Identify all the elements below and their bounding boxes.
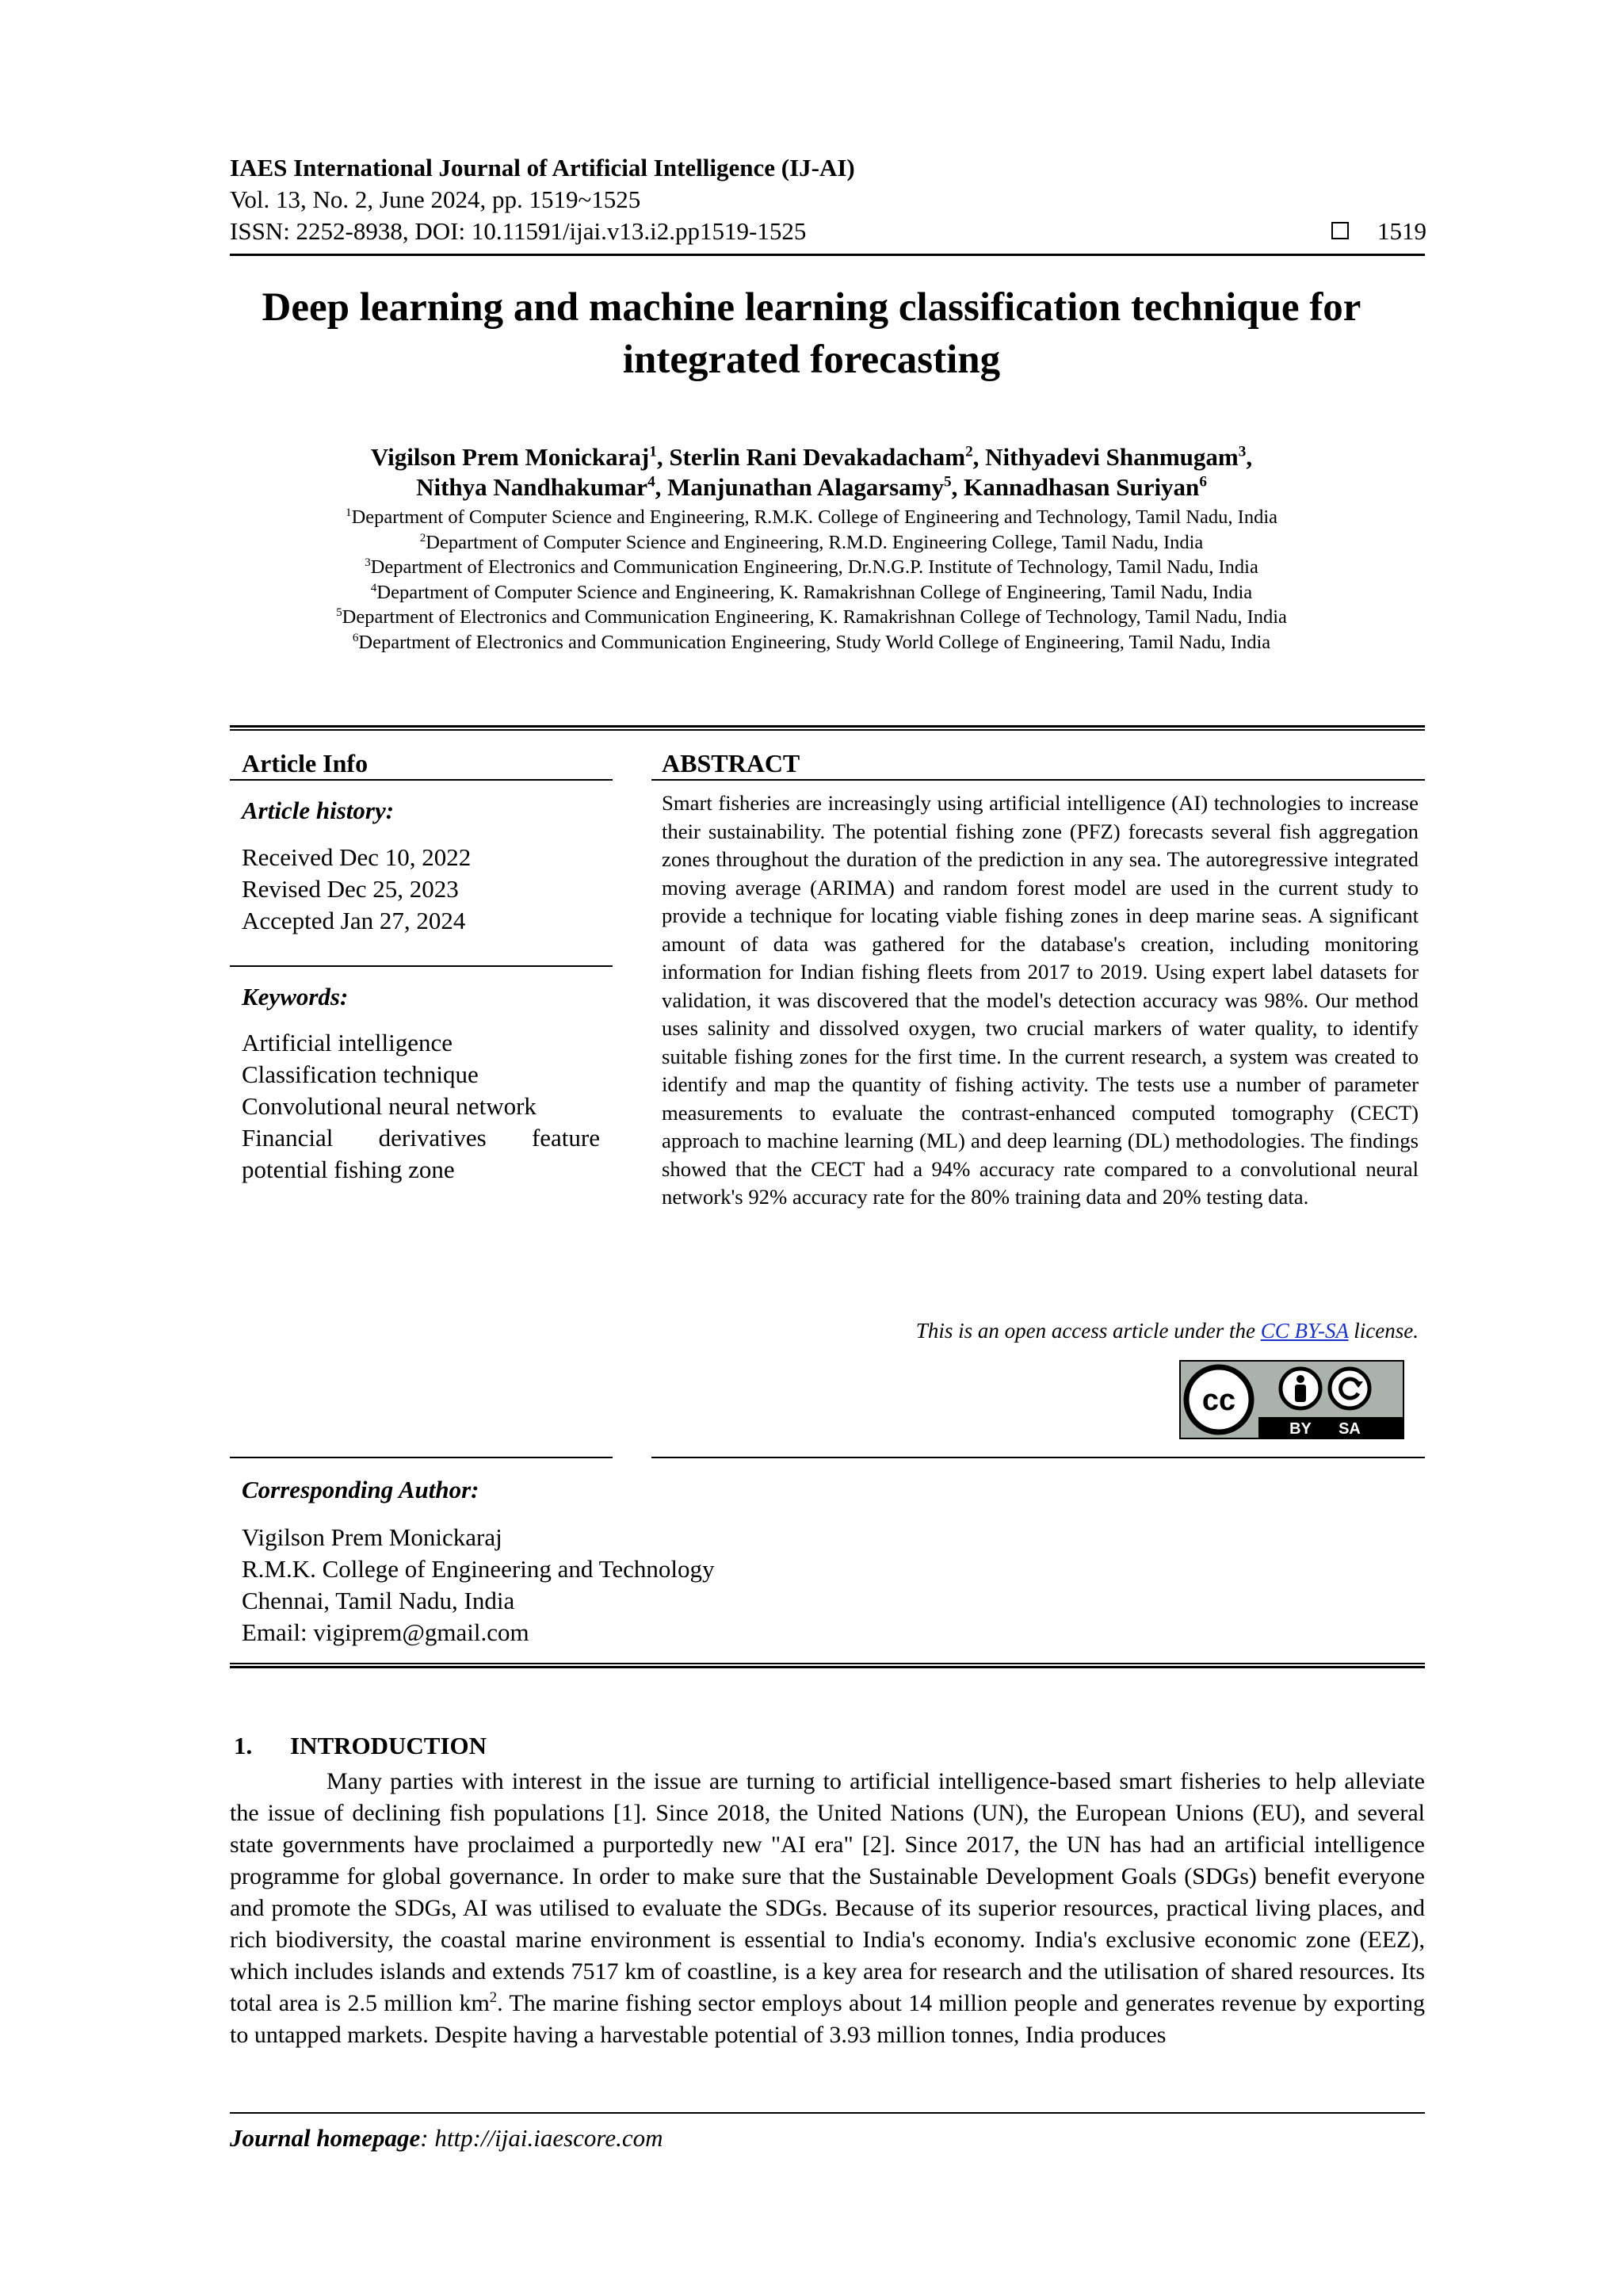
- journal-name: IAES International Journal of Artificial Intelligence (IJ-AI): [230, 154, 855, 181]
- article-info-heading: Article Info: [242, 749, 369, 777]
- keyword-item: Financial derivatives feature: [242, 1124, 600, 1152]
- affiliation: $^4$Department of Computer Science and Engineering, K. Ramakrishnan College of Engineering, Tamil Nadu, India: [370, 580, 1253, 603]
- footer-rule: [230, 2112, 1425, 2114]
- page-number: 1519: [1377, 217, 1426, 245]
- svg-text:BY: BY: [1289, 1420, 1312, 1438]
- keywords-rule: [230, 965, 613, 967]
- corresponding-institution: R.M.K. College of Engineering and Technology: [242, 1555, 715, 1583]
- author-1: Vigilson Prem Monickaraj: [370, 443, 650, 471]
- paper-title: [198, 281, 1425, 386]
- affiliation: $^6$Department of Electronics and Communication Engineering, Study World College of Engineering, Tamil Nadu, India: [352, 630, 1271, 653]
- author-5: Manjunathan Alagarsamy: [667, 473, 944, 501]
- open-access-notice: This is an open access article under the CC BY-SA license.: [915, 1319, 1419, 1343]
- affiliation: $^5$Department of Electronics and Communication Engineering, K. Ramakrishnan College of Technology, Tamil Nadu, India: [336, 605, 1287, 628]
- affiliation-list: [198, 505, 1425, 655]
- article-info-rule: [230, 779, 613, 781]
- author-3: Nithyadevi Shanmugam: [985, 443, 1239, 471]
- abstract-rule: [651, 779, 1425, 781]
- introduction-heading: INTRODUCTION: [290, 1732, 487, 1759]
- affiliation: $^2$Department of Computer Science and Engineering, R.M.D. Engineering College, Tamil Nadu, India: [419, 530, 1204, 553]
- right-column-bottom-rule: [651, 1457, 1425, 1458]
- author-list: Vigilson Prem Monickaraj$^1$, Sterlin Rani Devakadacham$^2$, Nithyadevi Shanmugam$^3$, Nithya Nandhakumar$^4$, Manjunathan Alagarsamy$^5$, Kannadhasan Suriyan$^6$: [370, 443, 1253, 501]
- abstract-heading: ABSTRACT: [662, 749, 800, 777]
- title-line-2: integrated forecasting: [622, 338, 1001, 382]
- volume-info: Vol. 13, No. 2, June 2024, pp. 1519~1525: [230, 185, 641, 213]
- journal-homepage[interactable]: Journal homepage: http://ijai.iaescore.com: [230, 2124, 663, 2152]
- checkbox-square-icon: [1331, 222, 1349, 239]
- corresponding-name: Vigilson Prem Monickaraj: [242, 1523, 502, 1551]
- cc-by-sa-link[interactable]: CC BY-SA: [1260, 1319, 1349, 1343]
- accepted-date: Accepted Jan 27, 2024: [242, 907, 466, 934]
- info-box-top-rule: [230, 725, 1425, 728]
- info-box-bottom-rule: [230, 1666, 1425, 1668]
- revised-date: Revised Dec 25, 2023: [242, 875, 459, 903]
- header-rule: [230, 254, 1425, 256]
- keyword-item: Artificial intelligence: [242, 1029, 453, 1056]
- received-date: Received Dec 10, 2022: [242, 843, 472, 871]
- info-box-top-rule-inner: [230, 729, 1425, 731]
- author-6: Kannadhasan Suriyan: [964, 473, 1200, 501]
- introduction-number: 1.: [234, 1732, 253, 1759]
- corresponding-email[interactable]: Email: vigiprem@gmail.com: [242, 1618, 529, 1646]
- issn-doi: ISSN: 2252-8938, DOI: 10.11591/ijai.v13.i2.pp1519-1525: [230, 217, 807, 245]
- author-4: Nithya Nandhakumar: [416, 473, 648, 501]
- author-2: Sterlin Rani Devakadacham: [669, 443, 966, 471]
- corresponding-location: Chennai, Tamil Nadu, India: [242, 1587, 515, 1614]
- svg-text:cc: cc: [1201, 1384, 1236, 1417]
- affiliation: $^1$Department of Computer Science and Engineering, R.M.K. College of Engineering and Technology, Tamil Nadu, India: [345, 505, 1277, 528]
- info-box-bottom-rule-inner: [230, 1663, 1425, 1664]
- article-history-heading: Article history:: [242, 797, 395, 824]
- abstract-body: Smart fisheries are increasingly using artificial intelligence (AI) technologies to increase their sustainability. The potential fishing zone (PFZ) forecasts several fish aggregation zones throughout the duration of the prediction in any sea. The autoregressive integrated moving average (ARIMA) and random forest model are used in the current study to provide a technique for locating viable fishing zones in deep marine seas. A significant amount of data was gathered for the database's creation, including monitoring information for Indian fishing fleets from 2017 to 2019. Using expert label datasets for validation, it was discovered that the model's detection accuracy was 98%. Our method uses salinity and dissolved oxygen, two crucial markers of water quality, to identify suitable fishing zones for the first time. In the current research, a system was created to identify and map the quantity of fishing activity. The tests use a number of parameter measurements to evaluate the contrast-enhanced computed tomography (CECT) approach to machine learning (ML) and deep learning (DL) methodologies. The findings showed that the CECT had a 94% accuracy rate compared to a convolutional neural network's 92% accuracy rate for the 80% training data and 20% testing data.: [662, 791, 1419, 1209]
- keyword-item: Convolutional neural network: [242, 1092, 537, 1120]
- keyword-item: potential fishing zone: [242, 1156, 455, 1183]
- corresponding-author-heading: Corresponding Author:: [242, 1476, 479, 1503]
- affiliation: $^3$Department of Electronics and Communication Engineering, Dr.N.G.P. Institute of Technology, Tamil Nadu, India: [365, 555, 1258, 578]
- keyword-item: Classification technique: [242, 1060, 479, 1088]
- cc-by-sa-badge-icon[interactable]: [1179, 1360, 1404, 1439]
- keywords-heading: Keywords:: [242, 983, 349, 1010]
- left-column-bottom-rule: [230, 1457, 613, 1458]
- svg-text:SA: SA: [1338, 1420, 1361, 1438]
- introduction-body: Many parties with interest in the issue are turning to artificial intelligence-based smart fisheries to help alleviate the issue of declining fish populations [1]. Since 2018, the United Nations (UN), the European Unions (EU), and several state governments have proclaimed a purportedly new "AI era" [2]. Since 2017, the UN has had an artificial intelligence programme for global governance. In order to make sure that the Sustainable Development Goals (SDGs) benefit everyone and promote the SDGs, AI was utilised to evaluate the SDGs. Because of its superior resources, practical living places, and rich biodiversity, the coastal marine environment is essential to India's economy. India's exclusive economic zone (EEZ), which includes islands and extends 7517 km of coastline, is a key area for research and the utilisation of shared resources. Its total area is 2.5 million $km^2$. The marine fishing sector employs about 14 million people and generates revenue by exporting to untapped markets. Despite having a harvestable potential of 3.93 million tonnes, India produces: [230, 1768, 1426, 2048]
- title-line-1: Deep learning and machine learning classification technique for: [262, 285, 1361, 330]
